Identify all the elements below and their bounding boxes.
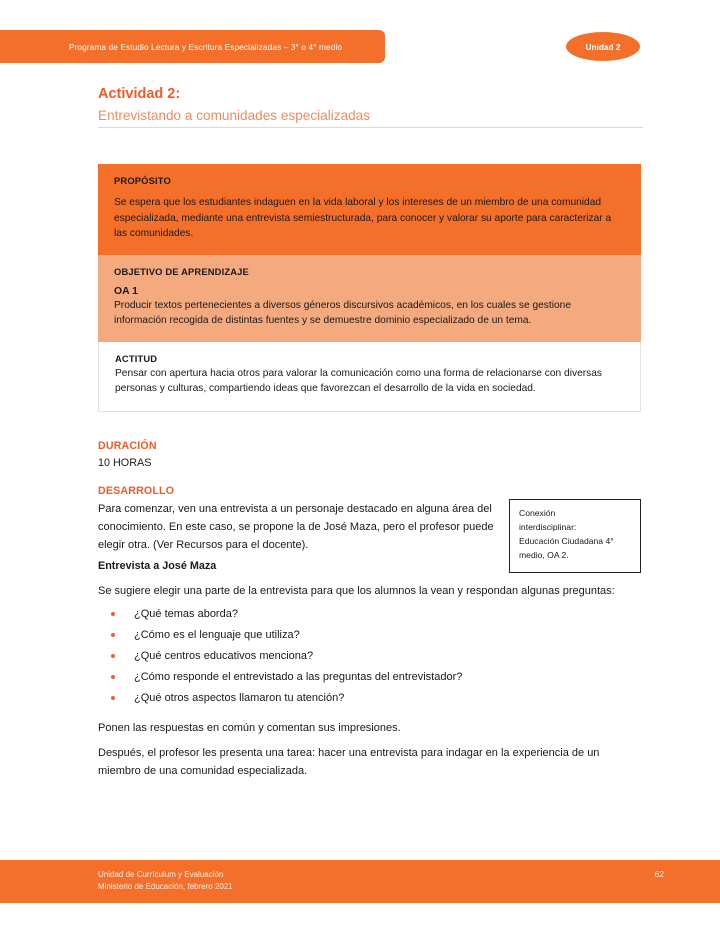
closing-paragraph-2: Después, el profesor les presenta una tarea: hacer una entrevista para indagar en la experiencia de un miembro de una comunidad especializada.	[98, 747, 600, 777]
conexion-line-1: Conexión	[519, 508, 556, 518]
activity-number: Actividad 2:	[98, 86, 181, 102]
entrevista-subheading: Entrevista a José Maza	[98, 560, 217, 572]
list-item-label: ¿Qué otros aspectos llamaron tu atención?	[134, 691, 345, 704]
footer-line-1: Unidad de Currículum y Evaluación	[98, 870, 224, 879]
list-item	[106, 648, 636, 665]
actitud-body: Pensar con apertura hacia otros para valorar la comunicación como una forma de relacionarse con diversas personas y culturas, compartiendo ideas que favorezcan el desarrollo de la vida en sociedad.	[115, 367, 602, 394]
proposito-label: PROPÓSITO	[114, 175, 171, 186]
objetivo-band	[98, 255, 641, 342]
duracion-heading: DURACIÓN	[98, 440, 157, 452]
conexion-line-2: interdisciplinar:	[519, 521, 577, 532]
bullet-icon	[111, 612, 115, 616]
conexion-line-3: Educación Ciudadana 4°	[519, 535, 614, 546]
unit-badge	[566, 32, 640, 61]
bullet-icon	[111, 654, 115, 658]
list-item	[106, 627, 636, 644]
footer-credits	[98, 869, 233, 894]
proposito-band	[98, 164, 641, 255]
program-header-label: Programa de Estudio Lectura y Escritura Especializadas – 3° o 4° medio	[68, 41, 343, 52]
conexion-line-4: medio, OA 2.	[519, 549, 569, 560]
footer-line-2: Ministerio de Educación, febrero 2021	[98, 882, 233, 892]
activity-info-stack	[98, 164, 641, 412]
activity-name: Entrevistando a comunidades especializadas	[98, 107, 371, 123]
list-item-label: ¿Cómo responde el entrevistado a las preguntas del entrevistador?	[134, 670, 463, 683]
list-item	[106, 690, 636, 707]
bullet-icon	[111, 633, 115, 637]
actitud-label: ACTITUD	[115, 352, 158, 364]
objetivo-body: Producir textos pertenecientes a diversos géneros discursivos académicos, en los cuales se gestione información recogida de distintas fuentes y se demuestre dominio especializado de un tema.	[114, 299, 571, 326]
desarrollo-intro: Para comenzar, ven una entrevista a un personaje destacado en alguna área del conocimiento. En este caso, se propone la de José Maza, pero el profesor puede elegir otra. (Ver Recursos para el docente).	[98, 503, 494, 551]
page-number: 62	[654, 869, 664, 879]
duracion-value: 10 HORAS	[98, 457, 152, 469]
bullet-icon	[111, 696, 115, 700]
actitud-band	[98, 342, 641, 412]
list-item-label: ¿Qué centros educativos menciona?	[134, 649, 314, 662]
unit-badge-label: Unidad 2	[585, 41, 621, 52]
questions-prompt: Se sugiere elegir una parte de la entrevista para que los alumnos la vean y respondan algunas preguntas:	[98, 585, 615, 597]
page-title	[98, 84, 643, 125]
closing-paragraph-1: Ponen las respuestas en común y comentan sus impresiones.	[98, 722, 401, 734]
program-header-bar	[0, 30, 385, 63]
proposito-body: Se espera que los estudiantes indaguen en la vida laboral y los intereses de un miembro de una comunidad especializada, mediante una entrevista semiestructurada, para conocer y valorar su aporte para caracterizar a las comunidades.	[114, 197, 612, 239]
list-item	[106, 669, 636, 686]
bullet-icon	[111, 675, 115, 679]
question-list	[106, 606, 636, 711]
conexion-interdisciplinar-box	[509, 499, 641, 573]
desarrollo-heading: DESARROLLO	[98, 485, 175, 497]
list-item	[106, 606, 636, 623]
title-divider	[98, 127, 643, 128]
objetivo-label: OBJETIVO DE APRENDIZAJE	[114, 265, 249, 277]
objetivo-code: OA 1	[114, 285, 138, 297]
list-item-label: ¿Cómo es el lenguaje que utiliza?	[134, 628, 300, 641]
list-item-label: ¿Qué temas aborda?	[134, 608, 238, 620]
